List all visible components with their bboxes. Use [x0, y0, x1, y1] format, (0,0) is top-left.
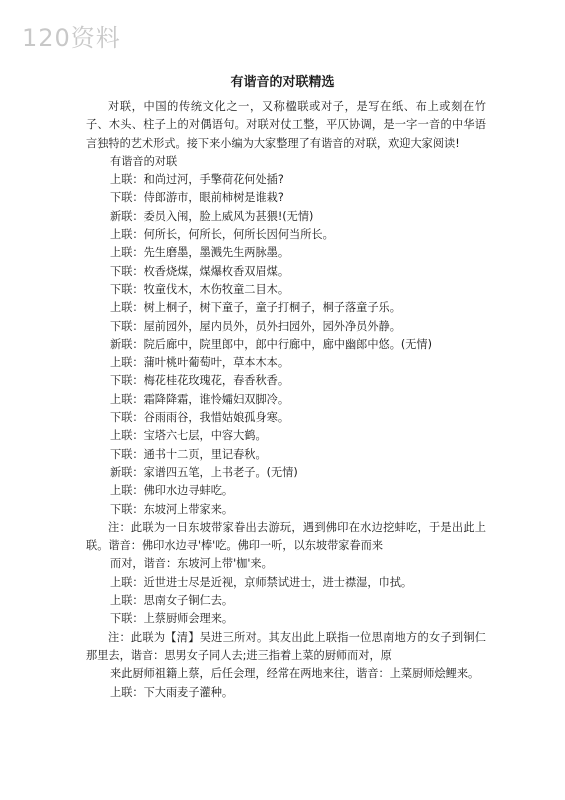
- note-paragraph-2-continued: 来此厨师祖籍上蔡，后任会理，经常在两地来往，谐音：上菜厨师烩鲤来。: [110, 667, 480, 681]
- couplet-line: 下联：谷雨雨谷，我惜姑娘孤身寒。: [110, 411, 290, 425]
- couplet-line: 上联：蒲叶桃叶葡萄叶，草本木本。: [110, 356, 290, 370]
- watermark: 120资料: [22, 24, 121, 52]
- couplet-line: 上联：宝塔六七层，中容大鹤。: [110, 429, 267, 443]
- couplet-line: 上联：思南女子铜仁去。: [110, 594, 234, 608]
- couplet-line: 上联：霜降降霜，谁怜孀妇双脚冷。: [110, 392, 290, 406]
- couplet-line: 下联：枚香烧煤，煤爆枚香双眉煤。: [110, 264, 290, 278]
- couplet-line: 下联：上蔡厨师会理来。: [110, 612, 234, 626]
- couplet-line: 新联：委员入闱，脸上威风为甚猥!(无情): [110, 209, 314, 223]
- couplet-line: 新联：院后廊中，院里郎中，郎中行廊中，廊中幽郎中悠。(无情): [110, 337, 432, 351]
- couplet-line: 下联：东坡河上带家来。: [110, 502, 234, 516]
- couplet-line: 上联：先生磨墨，墨溅先生两脉墨。: [110, 246, 290, 260]
- document-body: [86, 98, 486, 702]
- couplet-line: 有谐音的对联: [110, 154, 178, 168]
- couplet-line: 上联：何所长，何所长，何所长因何当所长。: [110, 228, 334, 242]
- couplet-list-2: [86, 574, 486, 629]
- couplet-list: [86, 153, 486, 519]
- couplet-line: 下联：屋前园外，屋内员外，员外扫园外，园外净员外静。: [110, 319, 401, 333]
- couplet-line: 新联：家谱四五笔，上书老子。(无情): [110, 465, 298, 479]
- couplet-line: 下联：梅花桂花玫瑰花，春香秋香。: [110, 374, 290, 388]
- couplet-line: 下联：通书十二页，里记春秋。: [110, 447, 267, 461]
- intro-paragraph: 对联，中国的传统文化之一，又称楹联或对子，是写在纸、布上或刻在竹子、木头、柱子上的对偶语句。对联对仗工整，平仄协调，是一字一音的中华语言独特的艺术形式。接下来小编为大家整理了有谐音的对联，欢迎大家阅读!: [86, 100, 486, 150]
- note-paragraph-2: 注：此联为【清】吴进三所对。其友出此上联指一位思南地方的女子到铜仁那里去，谐音：思男女子同人去;进三指着上菜的厨师而对，原: [86, 630, 486, 662]
- couplet-line: 下联：侍郎游市，眼前柿树是谁栽?: [110, 191, 284, 205]
- couplet-line: 下联：牧童伐木，木伤牧童二目木。: [110, 282, 290, 296]
- document-title: 有谐音的对联精选: [230, 75, 335, 90]
- couplet-line: 上联：佛印水边寻蚌吃。: [110, 484, 234, 498]
- couplet-line-last: 上联：下大雨麦子灌种。: [110, 685, 234, 699]
- couplet-line: 上联：树上桐子，树下童子，童子打桐子，桐子落童子乐。: [110, 301, 401, 315]
- couplet-line: 上联：和尚过河，手擎荷花何处插?: [110, 173, 284, 187]
- note-paragraph-1-continued: 而对，谐音：东坡河上带'枷'来。: [110, 557, 273, 571]
- couplet-line: 上联：近世进士尽是近视，京师禁试进士，进士襟湿，巾拭。: [110, 575, 413, 589]
- note-paragraph-1: 注：此联为一日东坡带家眷出去游玩，遇到佛印在水边挖蚌吃，于是出此上联。谐音：佛印水边寻'棒'吃。佛印一听，以东坡带家眷而来: [86, 520, 486, 553]
